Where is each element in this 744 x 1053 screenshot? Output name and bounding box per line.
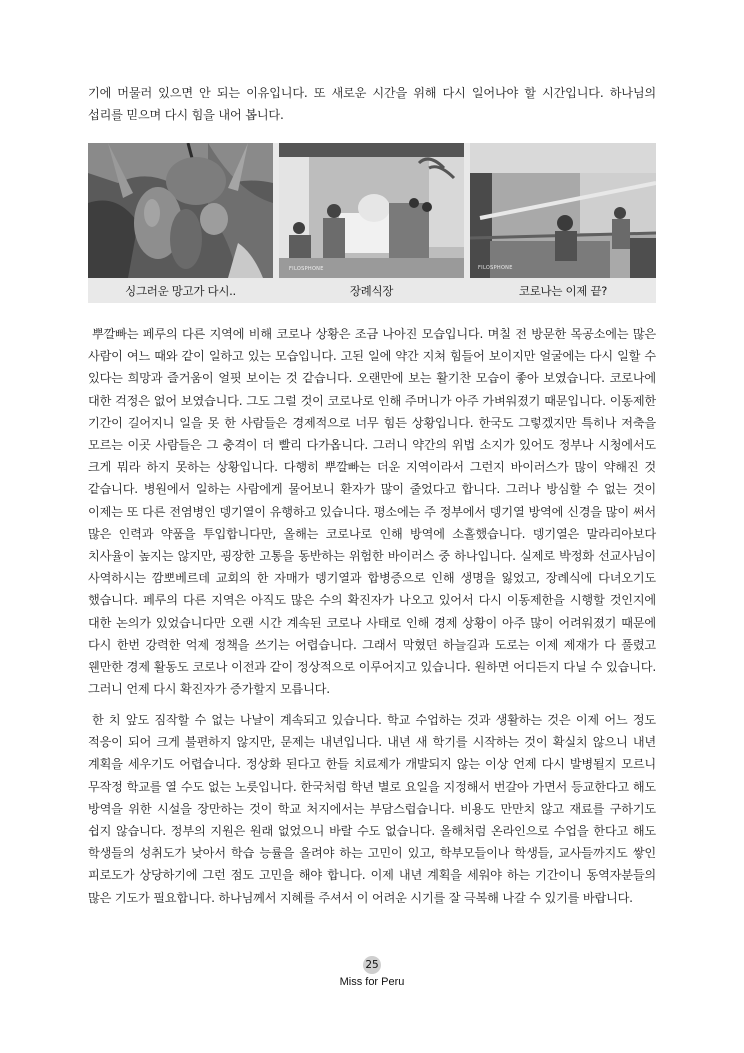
school-paragraph: 한 치 앞도 짐작할 수 없는 나날이 계속되고 있습니다. 학교 수업하는 것과 생활하는 것은 이제 어느 정도 적응이 되어 크게 불편하지 않지만, 문제는 내년입니다. 내년 새 학기를 시작하는 것이 확실치 않으니 내년 계획을 세우기도 어렵습니다. 정상화 된다고 한들 치료제가 개발되지 않는 이상 언제 다시 발병될지 모르니 무작정 학교를 열 수도 없는 노릇입니다. 한국처럼 학년 별로 요일을 지정해서 번갈아 가면서 등교한다고 해도 방역을 위한 시설을 장만하는 것이 학교 처지에서는 부담스럽습니다. 비용도 만만치 않고 재료를 구하기도 쉽지 않습니다. 정부의 지원은 원래 없었으니 바랄 수도 없습니다. 올해처럼 온라인으로 수업을 한다고 해도 학생들의 성취도가 낮아서 학습 능률을 올려야 하는 고민이 있고, 학부모들이나 학생들, 교사들까지도 쌓인 피로도가 상당하기에 그런 점도 고민을 해야 합니다. 이제 내년 계획을 세워야 하는 기간이니 동역자분들의 많은 기도가 필요합니다. 하나님께서 지혜를 주셔서 이 어려운 시기를 잘 극복해 나갈 수 있기를 바랍니다. (88, 713, 656, 905)
workshop-photo (470, 143, 656, 278)
photo-watermark: FILOSPHONE (289, 266, 324, 272)
intro-paragraph: 기에 머물러 있으면 안 되는 이유입니다. 또 새로운 시간을 위해 다시 일어나야 할 시간입니다. 하나님의 섭리를 믿으며 다시 힘을 내어 봅니다. (88, 86, 656, 123)
mango-photo (88, 143, 273, 278)
photo-strip (88, 143, 656, 303)
photo-caption: 코로나는 이제 끝? (518, 284, 608, 298)
funeral-photo (279, 143, 464, 278)
photo-watermark: FILOSPHONE (478, 265, 513, 271)
page-number: 25 (363, 956, 381, 974)
main-paragraph: 뿌깔빠는 페루의 다른 지역에 비해 코로나 상황은 조금 나아진 모습입니다. 며칠 전 방문한 목공소에는 많은 사람이 여느 때와 같이 일하고 있는 모습입니다. 고된 일에 약간 지쳐 힘들어 보이지만 얼굴에는 다시 일할 수 있다는 희망과 즐거움이 얼핏 보이는 것 같습니다. 오랜만에 보는 활기찬 모습이 좋아 보였습니다. 코로나에 대한 걱정은 없어 보였습니다. 그도 그럴 것이 코로나로 인해 주머니가 아주 가벼워졌기 때문입니다. 이동제한 기간이 길어지니 일을 못 한 사람들은 경제적으로 너무 힘든 상황입니다. 한국도 그렇겠지만 특히나 저축을 모르는 이곳 사람들은 그 충격이 더 빨리 다가옵니다. 그러니 약간의 위법 소지가 있어도 정부나 시청에서도 크게 뭐라 하지 못하는 상황입니다. 다행히 뿌깔빠는 더운 지역이라서 그런지 바이러스가 많이 약해진 것 같습니다. 병원에서 일하는 사람에게 물어보니 환자가 많이 줄었다고 합니다. 그러나 방심할 수 없는 것이 이제는 또 다른 전염병인 뎅기열이 유행하고 있습니다. 평소에는 주 정부에서 뎅기열 방역에 신경을 많이 써서 많은 인력과 약품을 투입합니다만, 올해는 코로나로 인해 방역에 소홀했습니다. 뎅기열은 말라리아보다 치사율이 높지는 않지만, 굉장한 고통을 동반하는 위험한 바이러스 중 하나입니다. 실제로 박정화 선교사님이 사역하시는 깜뽀베르데 교회의 한 자매가 뎅기열과 합병증으로 인해 생명을 잃었고, 장례식에 다녀오기도 했습니다. 페루의 다른 지역은 아직도 많은 수의 확진자가 나오고 있어서 다시 이동제한을 시행할 것인지에 대한 논의가 있었습니다만 오랜 시간 계속된 코로나 사태로 인해 경제 상황이 아주 많이 어려워졌기 때문에 다시 한번 강력한 억제 정책을 쓰기는 어렵습니다. 그래서 막혔던 하늘길과 도로는 이제 제재가 다 풀렸고 웬만한 경제 활동도 코로나 이전과 같이 정상적으로 이루어지고 있습니다. 원하면 어디든지 다닐 수 있습니다. 그러니 언제 다시 확진자가 증가할지 모릅니다. (88, 327, 656, 697)
photo-caption: 싱그러운 망고가 다시.. (125, 284, 236, 298)
magazine-title: Miss for Peru (339, 976, 405, 988)
photo-caption: 장례식장 (349, 284, 394, 298)
